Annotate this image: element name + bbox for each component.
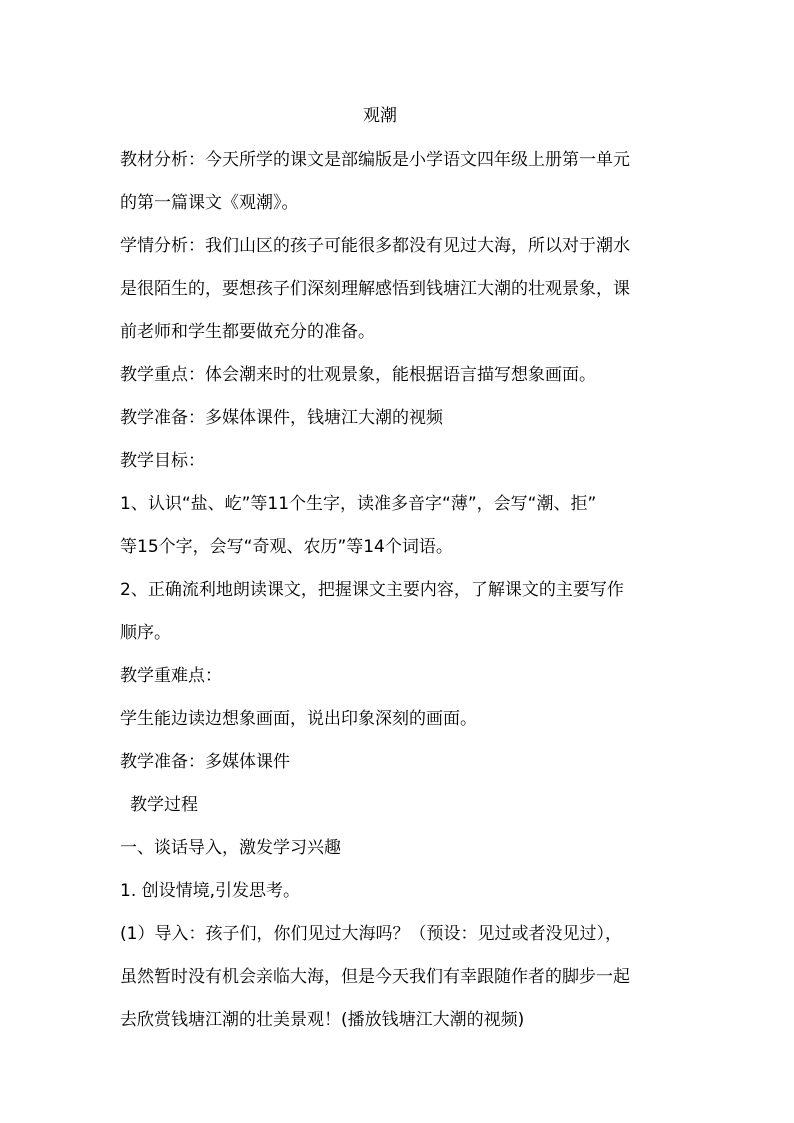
text-line-objective-1: 1、认识“盐、屹”等11个生字，读准多音字“薄”，会写“潮、拒”	[120, 494, 597, 514]
text-line-teaching-focus: 教学重点：体会潮来时的壮观景象，能根据语言描写想象画面。	[120, 365, 596, 385]
text-line-teaching-objectives: 教学目标：	[120, 451, 205, 471]
text-line-intro: (1）导入：孩子们，你们见过大海吗？（预设：见过或者没见过），	[120, 924, 622, 944]
text-line: 的第一篇课文《观潮》。	[120, 193, 299, 213]
text-line: 等15个字，会写“奇观、农历”等14个词语。	[120, 537, 453, 557]
text-line-teaching-process: 教学过程	[130, 795, 198, 815]
text-line: 顺序。	[120, 623, 171, 643]
text-line-step-1: 1. 创设情境,引发思考。	[120, 881, 301, 901]
text-line-section-1: 一、谈话导入，激发学习兴趣	[120, 838, 341, 858]
text-line-teaching-preparation-2: 教学准备：多媒体课件	[120, 752, 290, 772]
text-line: 前老师和学生都要做充分的准备。	[120, 322, 375, 342]
text-line-learner-analysis: 学情分析：我们山区的孩子可能很多都没有见过大海，所以对于潮水	[120, 236, 630, 256]
document-title: 观潮	[363, 106, 397, 126]
text-line-key-difficulties: 教学重难点：	[120, 666, 222, 686]
text-line: 去欣赏钱塘江潮的壮美景观！(播放钱塘江大潮的视频)	[120, 1010, 525, 1030]
text-line: 学生能边读边想象画面，说出印象深刻的画面。	[120, 709, 477, 729]
text-line-material-analysis: 教材分析：今天所学的课文是部编版是小学语文四年级上册第一单元	[120, 150, 630, 170]
text-line: 是很陌生的，要想孩子们深刻理解感悟到钱塘江大潮的壮观景象，课	[120, 279, 630, 299]
text-line: 虽然暂时没有机会亲临大海，但是今天我们有幸跟随作者的脚步一起	[120, 967, 630, 987]
text-line-teaching-preparation: 教学准备：多媒体课件，钱塘江大潮的视频	[120, 408, 443, 428]
text-line-objective-2: 2、正确流利地朗读课文，把握课文主要内容，了解课文的主要写作	[120, 580, 624, 600]
